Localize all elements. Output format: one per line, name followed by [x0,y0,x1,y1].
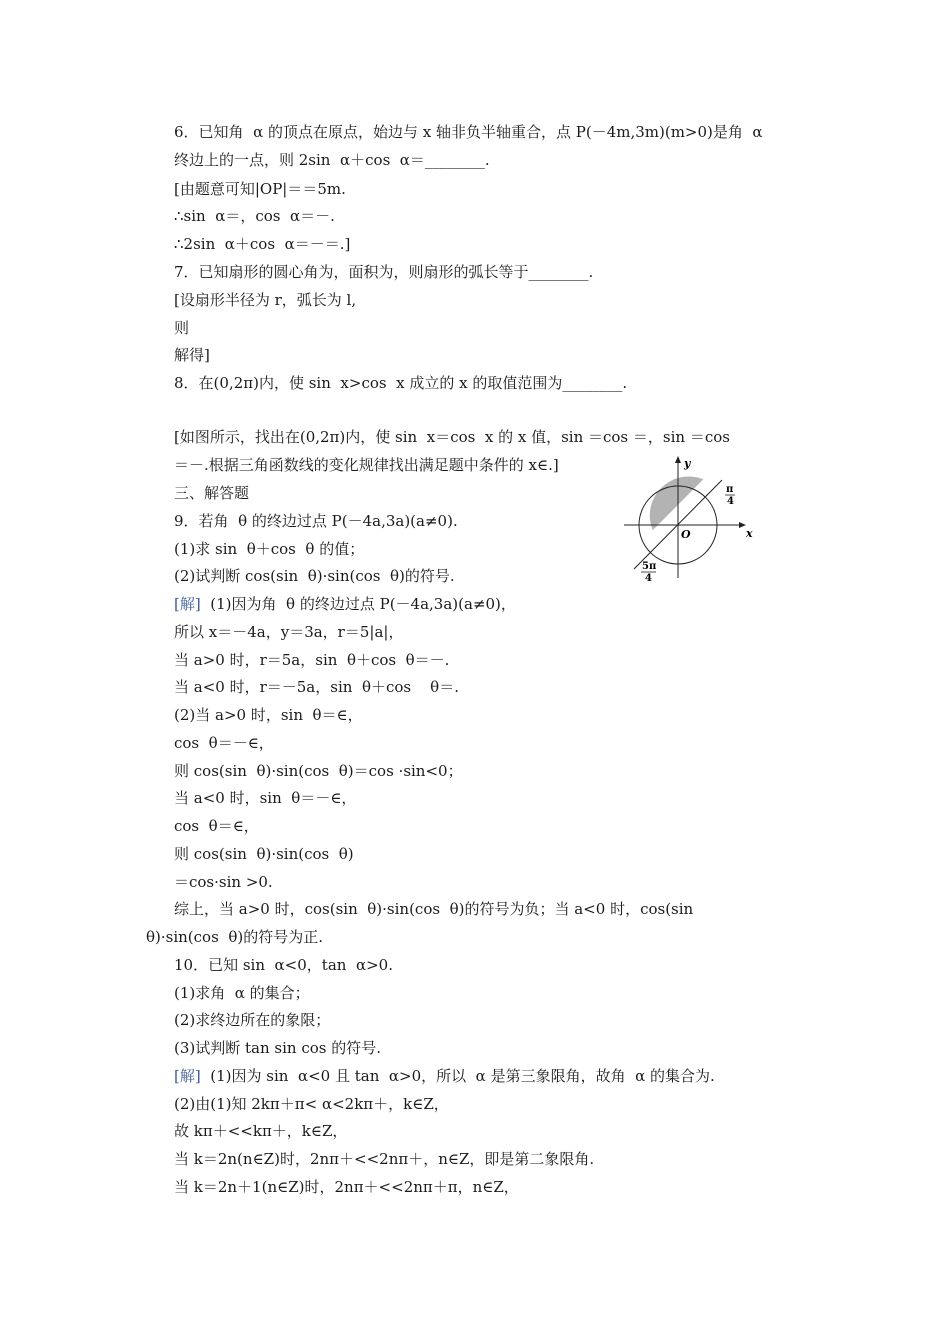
text-line: 10．已知 sin α<0，tan α>0. [174,956,393,974]
text-line: 三、解答题 [174,484,250,502]
text-line: 综上，当 a>0 时，cos(sin θ)·sin(cos θ)的符号为负；当 a<0 时，cos(sin [174,900,694,918]
y-axis-arrow [675,456,681,463]
text-line: 解得] [174,346,210,364]
text-line: cos θ＝∈， [174,817,259,835]
text-line: (3)试判断 tan sin cos 的符号. [174,1039,382,1057]
text-line: ＝cos·sin >0. [174,873,273,891]
text-line: 当 a>0 时，r＝5a，sin θ＋cos θ＝－. [174,651,450,669]
pi-over-4-denominator: 4 [727,496,734,507]
text-line: ∴sin α＝，cos α＝－. [174,207,335,225]
text-line: 则 [174,319,190,337]
text-line: [如图所示，找出在(0,2π)内，使 sin x＝cos x 的 x 值，sin ＝cos ＝，sin ＝cos [174,428,730,446]
pi-over-4-numerator: π [726,484,734,495]
text-line: θ)·sin(cos θ)的符号为正. [146,928,323,946]
text-line [174,594,516,614]
text-line: 当 a<0 时，sin θ＝－∈， [174,789,357,807]
text-line: 故 kπ＋<<kπ＋，k∈Z， [174,1122,348,1140]
solution-text: (1)因为 sin α<0 且 tan α>0，所以 α 是第三象限角，故角 α 的集合为. [200,1067,715,1085]
text-line: 8．在(0,2π)内，使 sin x>cos x 成立的 x 的取值范围为________. [174,374,628,392]
unit-circle-figure [620,452,760,582]
text-line: 6．已知角 α 的顶点在原点，始边与 x 轴非负半轴重合，点 P(－4m,3m)(m>0)是角 α [174,123,763,141]
5pi-over-4-numerator: 5π [642,561,657,572]
text-line: 9．若角 θ 的终边过点 P(－4a,3a)(a≠0). [174,512,458,530]
5pi-over-4-denominator: 4 [645,573,652,582]
text-line: (2)当 a>0 时，sin θ＝∈， [174,706,363,724]
text-line: (2)求终边所在的象限； [174,1011,331,1029]
solution-tag: [解] [174,595,201,613]
text-line: cos θ＝－∈， [174,734,274,752]
text-line: 当 a<0 时，r＝－5a，sin θ＋cos θ＝. [174,678,459,696]
solution-text: (1)因为角 θ 的终边过点 P(－4a,3a)(a≠0)， [200,595,516,613]
text-line: ＝－.根据三角函数线的变化规律找出满足题中条件的 x∈.] [174,456,559,474]
x-axis-arrow [739,522,746,528]
shaded-region [650,476,704,530]
text-line: [由题意可知|OP|＝＝5m. [174,180,346,198]
text-line [174,1066,715,1086]
text-line: (1)求 sin θ＋cos θ 的值； [174,540,365,558]
x-axis-label: x [746,527,753,540]
text-line: 当 k＝2n＋1(n∈Z)时，2nπ＋<<2nπ＋π，n∈Z， [174,1178,519,1196]
text-line: 7．已知扇形的圆心角为，面积为，则扇形的弧长等于________. [174,263,594,281]
text-line: 所以 x＝－4a，y＝3a，r＝5|a|， [174,623,404,641]
text-line: (2)试判断 cos(sin θ)·sin(cos θ)的符号. [174,567,455,585]
text-line: 则 cos(sin θ)·sin(cos θ) [174,845,354,863]
text-line: [设扇形半径为 r，弧长为 l, [174,291,357,309]
text-line: 终边上的一点，则 2sin α＋cos α＝________. [174,151,490,169]
text-line: 则 cos(sin θ)·sin(cos θ)＝cos ·sin<0； [174,762,463,780]
y-axis-label: y [684,457,691,470]
origin-label: O [681,528,691,541]
text-line: ∴2sin α＋cos α＝－＝.] [174,235,351,253]
text-line: (1)求角 α 的集合； [174,984,310,1002]
solution-tag: [解] [174,1067,201,1085]
unit-circle-svg [620,452,760,582]
text-line: 当 k＝2n(n∈Z)时，2nπ＋<<2nπ＋，n∈Z，即是第二象限角. [174,1150,595,1168]
text-line: (2)由(1)知 2kπ＋π< α<2kπ＋，k∈Z， [174,1095,449,1113]
